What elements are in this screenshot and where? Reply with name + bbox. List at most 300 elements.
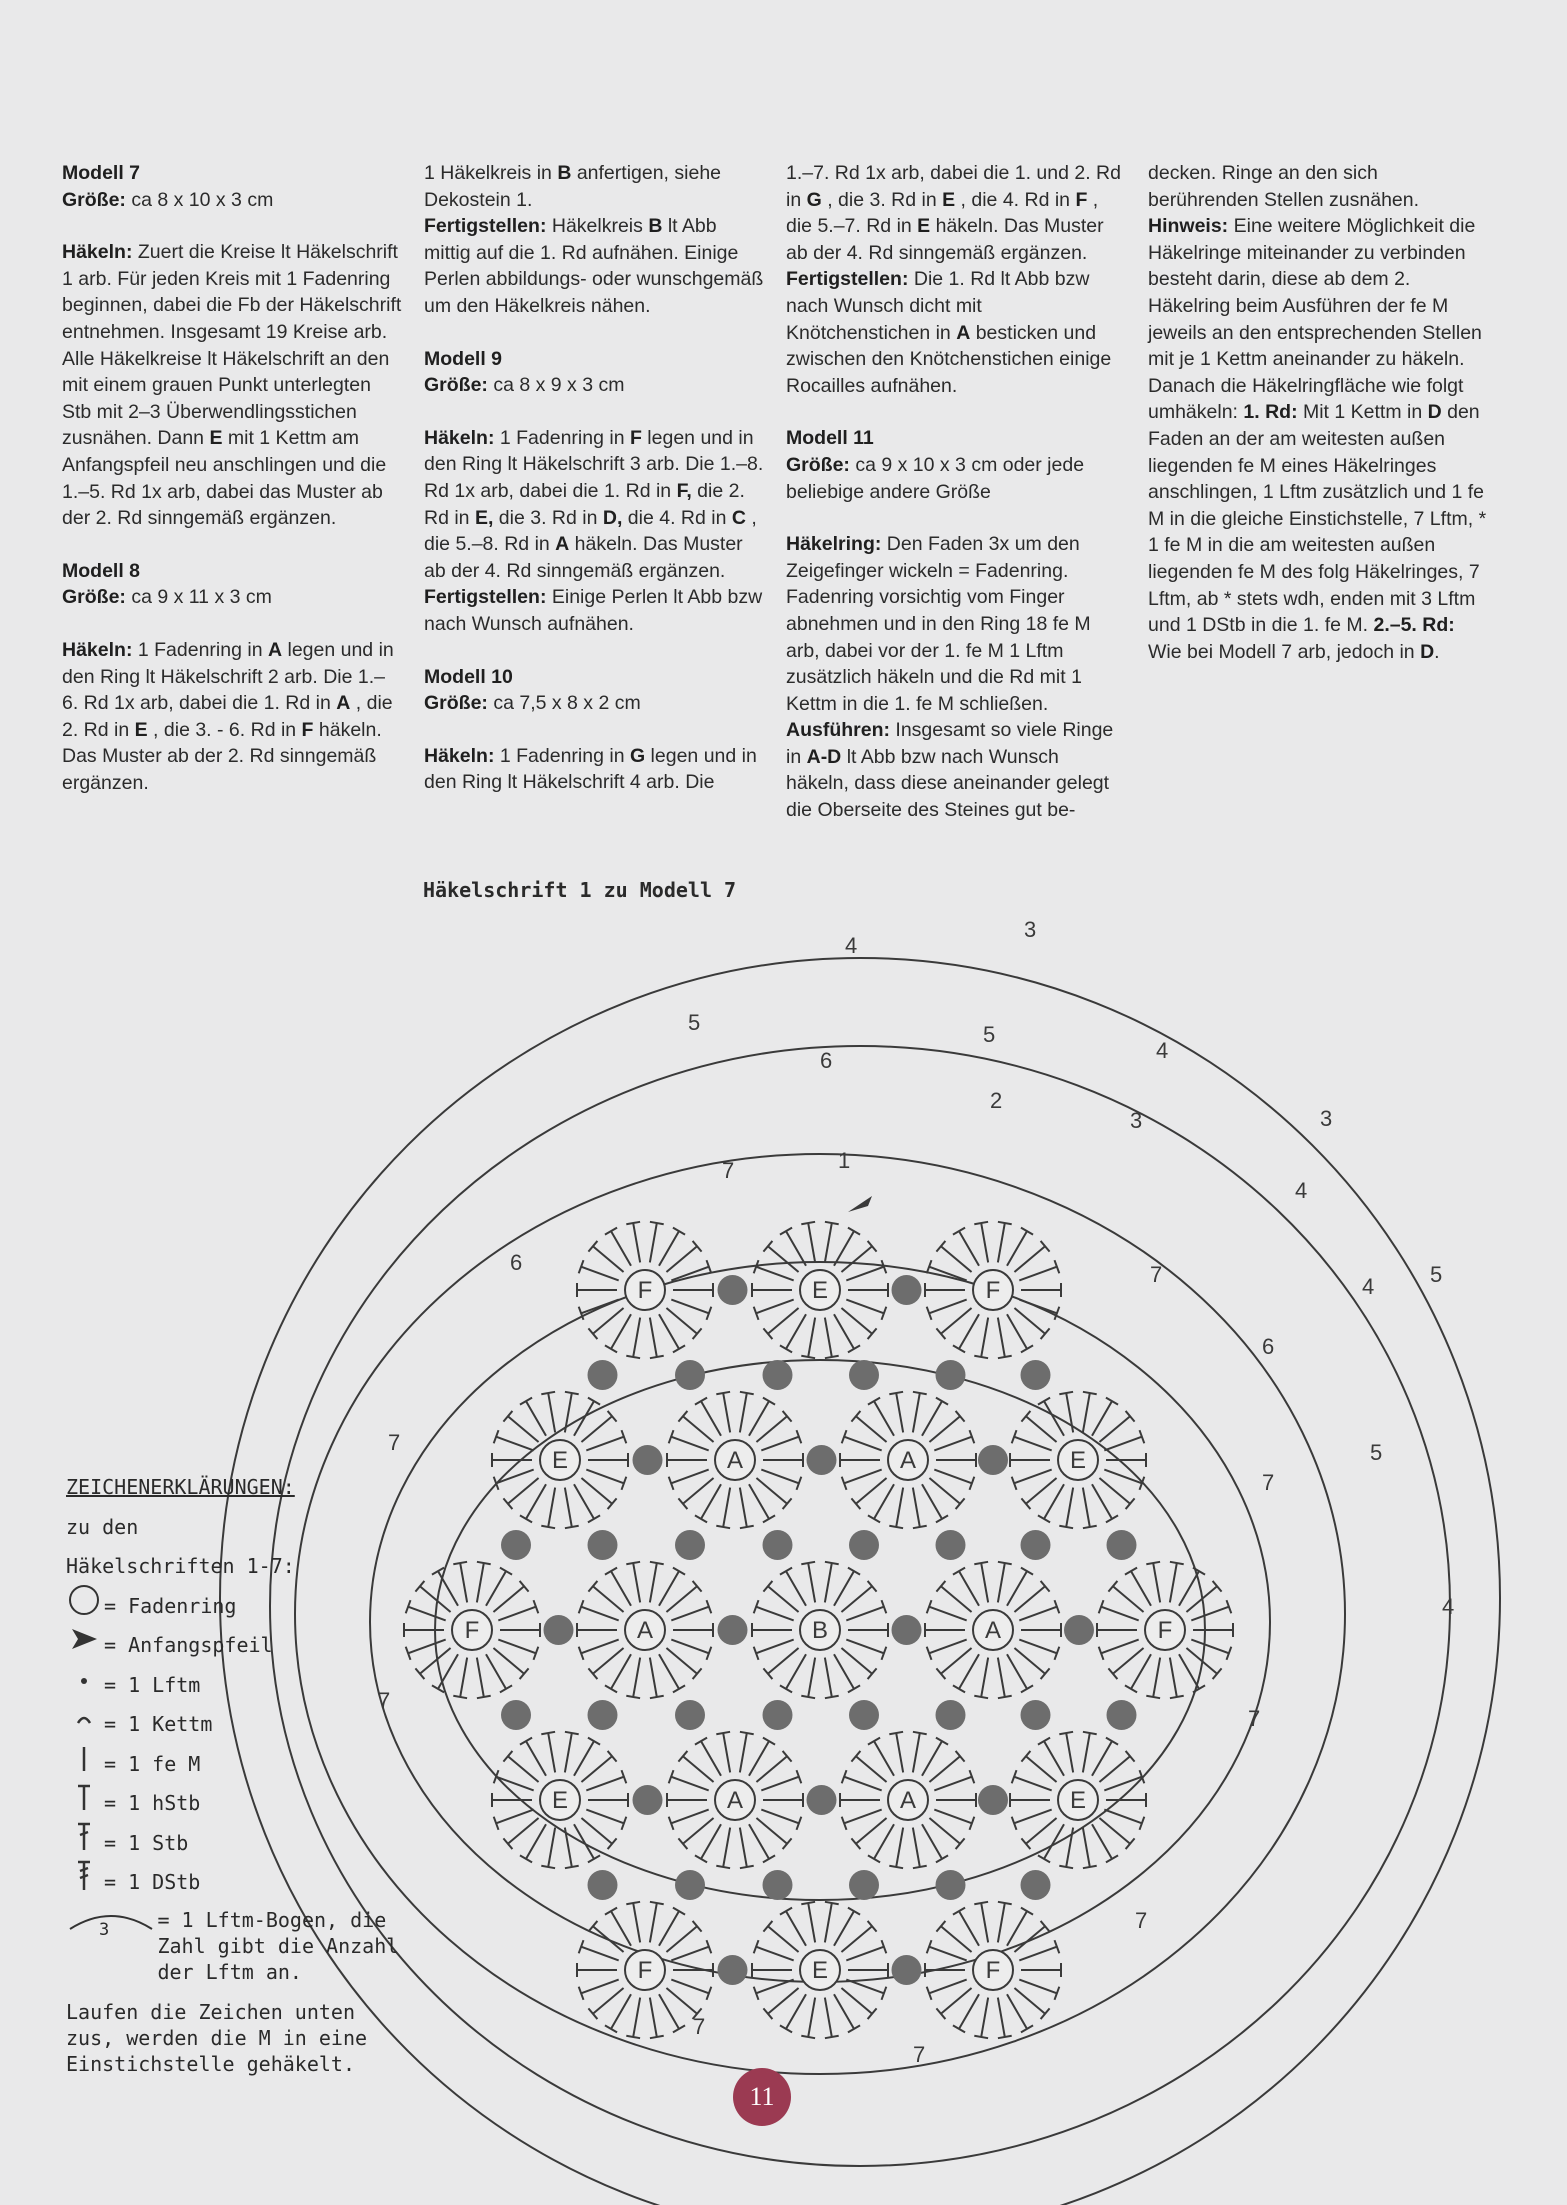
anfangspfeil-icon — [848, 1196, 872, 1212]
stitch-top — [974, 1222, 988, 1224]
stitch-stb — [959, 1994, 979, 2029]
stitch-top — [453, 1562, 467, 1564]
stitch-top — [541, 1392, 555, 1394]
diagram-title: Häkelschrift 1 zu Modell 7 — [423, 878, 737, 902]
stitch-stb — [740, 1733, 747, 1772]
stitch-stb — [671, 1810, 709, 1824]
text: , die 3. - 6. Rd in — [147, 718, 302, 741]
stitch-top — [780, 1345, 792, 1352]
stitch-stb — [1007, 1571, 1027, 1606]
label: 2.–5. Rd: — [1373, 614, 1455, 637]
stitch-stb — [666, 1648, 697, 1674]
joint-dot — [544, 1615, 574, 1645]
stitch-stb — [671, 1470, 709, 1484]
legend-item-text: = 1 Stb — [104, 1830, 189, 1855]
stitch-top — [1106, 1515, 1118, 1522]
stitch-stb — [1104, 1437, 1142, 1451]
joint-dot — [849, 1700, 879, 1730]
page-number: 11 — [733, 2068, 791, 2126]
stitch-top — [695, 1738, 707, 1745]
stitch-top — [541, 1866, 555, 1868]
stitch-stb — [959, 1654, 979, 1689]
stitch-top — [1106, 1855, 1118, 1862]
stitch-top — [998, 1356, 1012, 1358]
stitch-top — [801, 2036, 815, 2038]
stitch-stb — [508, 1818, 539, 1844]
stitch-stb — [768, 1308, 799, 1334]
stitch-stb — [913, 1733, 920, 1772]
round-number: 4 — [845, 933, 858, 958]
stitch-stb — [959, 1571, 979, 1606]
stitch-stb — [493, 1586, 524, 1612]
stitch-stb — [659, 1654, 679, 1689]
stitch-stb — [941, 1246, 972, 1272]
stitch-stb — [1014, 1926, 1045, 1952]
legend-item-text: = 1 DStb — [104, 1870, 201, 1894]
stitch-stb — [1066, 1828, 1073, 1867]
round-number: 7 — [378, 1688, 391, 1713]
stitch-stb — [941, 1988, 972, 2014]
stitch-stb — [959, 1231, 979, 1266]
text: , die 5.–7. Rd in — [786, 188, 1099, 238]
stitch-stb — [1014, 1988, 1045, 2014]
stitch-top — [1170, 1696, 1184, 1698]
legend-item — [66, 1784, 406, 1824]
stitch-stb — [633, 1318, 640, 1357]
stitch-stb — [929, 1640, 967, 1654]
stitch-top — [868, 1515, 880, 1522]
stitch-stb — [841, 1648, 872, 1674]
stitch-top — [740, 1392, 754, 1394]
label: Größe: — [786, 453, 850, 476]
stitch-top — [626, 2036, 640, 2038]
stitch-stb — [548, 1393, 555, 1432]
stitch-top — [953, 2025, 965, 2032]
stitch-stb — [508, 1478, 539, 1504]
stitch-top — [1170, 1562, 1184, 1564]
stitch-top — [780, 1908, 792, 1915]
stitch-stb — [1170, 1563, 1177, 1602]
stitch-top — [695, 1855, 707, 1862]
legend-item-text: = 1 hStb — [104, 1791, 201, 1815]
text: ca 8 x 9 x 3 cm — [487, 374, 625, 397]
stitch-stb — [846, 1980, 884, 1994]
stitch-stb — [460, 1658, 467, 1697]
stitch-top — [520, 1398, 532, 1405]
stitch-top — [588, 1398, 600, 1405]
stitch-stb — [593, 1308, 624, 1334]
stitch-stb — [841, 1586, 872, 1612]
stitch-stb — [913, 1488, 920, 1527]
stitch-stb — [574, 1401, 594, 1436]
stitch-stb — [808, 1998, 815, 2037]
round-number: 7 — [1262, 1470, 1275, 1495]
stitch-stb — [1179, 1571, 1199, 1606]
round-number: 4 — [1295, 1178, 1308, 1203]
label: F, — [676, 479, 692, 502]
stitch-top — [913, 1866, 927, 1868]
stitch-stb — [981, 1318, 988, 1357]
joint-dot — [588, 1870, 618, 1900]
stitch-stb — [723, 1828, 730, 1867]
legend-item-text: = 1 Kettm — [104, 1712, 213, 1736]
label: Häkeln: — [62, 241, 133, 264]
text: 1 Fadenring in — [494, 426, 630, 449]
stitch-stb — [834, 1911, 854, 1946]
stitch-stb — [659, 1994, 679, 2029]
stitch-stb — [1019, 1640, 1057, 1654]
stitch-stb — [1104, 1810, 1142, 1824]
stitch-stb — [808, 1318, 815, 1357]
stitch-stb — [1019, 1607, 1057, 1621]
stitch-top — [913, 1526, 927, 1528]
stitch-stb — [1014, 1470, 1052, 1484]
stitch-stb — [611, 1571, 631, 1606]
stitch-top — [848, 1345, 860, 1352]
label: Häkeln: — [62, 638, 133, 661]
round-number: 7 — [388, 1430, 401, 1455]
stitch-top — [605, 1568, 617, 1575]
stitch-stb — [593, 1988, 624, 2014]
stitch-stb — [581, 1478, 612, 1504]
joint-dot — [892, 1275, 922, 1305]
stitch-top — [605, 1685, 617, 1692]
bogen-number: 3 — [99, 1919, 110, 1940]
stitch-stb — [633, 1223, 640, 1262]
stitch-stb — [565, 1733, 572, 1772]
stitch-stb — [581, 1756, 612, 1782]
dstb-icon — [66, 1859, 102, 1907]
stitch-stb — [701, 1401, 721, 1436]
stitch-stb — [1014, 1777, 1052, 1791]
joint-dot — [501, 1700, 531, 1730]
stitch-stb — [666, 1926, 697, 1952]
stitch-top — [825, 1356, 839, 1358]
stitch-top — [650, 1222, 664, 1224]
stitch-top — [626, 1696, 640, 1698]
stitch-stb — [786, 1911, 806, 1946]
stitch-stb — [756, 1300, 794, 1314]
stitch-stb — [929, 1947, 967, 1961]
stitch-stb — [1191, 1607, 1229, 1621]
stitch-stb — [1179, 1654, 1199, 1689]
stitch-top — [588, 1515, 600, 1522]
label: B — [648, 215, 663, 238]
legend-item — [66, 1626, 406, 1666]
joint-dot — [675, 1700, 705, 1730]
label: Häkeln: — [424, 426, 495, 449]
stitch-stb — [1007, 1654, 1027, 1689]
joint-dot — [849, 1360, 879, 1390]
stitch-top — [868, 1738, 880, 1745]
joint-dot — [1021, 1360, 1051, 1390]
ring-label: F — [985, 1277, 1001, 1304]
stitch-stb — [586, 1470, 624, 1484]
text: Mit 1 Kettm in — [1297, 401, 1428, 424]
stitch-stb — [671, 1947, 709, 1961]
text: 1 Häkelkreis in — [424, 162, 558, 184]
label: Fertigstellen: — [424, 586, 547, 609]
text: häkeln. Das Muster ab der 4. Rd sinngemäß ergänzen. — [786, 215, 1104, 264]
stitch-stb — [922, 1401, 942, 1436]
text: Eine weitere Möglichkeit die Häkelringe miteinander zu verbinden besteht darin, diese ab dem 2. Häkelring beim Ausführen der fe M jeweils an den entsprechenden Stellen mit je 1 Kettm aneinander zu häkeln. — [1148, 215, 1482, 371]
stitch-top — [432, 1568, 444, 1575]
round-number: 7 — [913, 2042, 926, 2067]
label: Größe: — [424, 692, 488, 715]
stitch-top — [605, 1345, 617, 1352]
stitch-top — [801, 1696, 815, 1698]
stitch-top — [848, 1908, 860, 1915]
stitch-top — [588, 1855, 600, 1862]
stitch-stb — [581, 1267, 619, 1281]
stitch-top — [716, 1526, 730, 1528]
stitch-stb — [922, 1741, 942, 1776]
label: C — [731, 506, 746, 529]
joint-dot — [675, 1870, 705, 1900]
stitch-stb — [834, 1571, 854, 1606]
stitch-top — [913, 1392, 927, 1394]
legend-item — [66, 1587, 406, 1627]
modell-9-heading: Modell 9 — [424, 347, 503, 370]
stitch-top — [953, 1685, 965, 1692]
stitch-stb — [650, 1903, 657, 1942]
text: besticken und zwischen den Knötchenstichen einige Rocailles aufnähen. — [786, 321, 1112, 397]
joint-dot — [501, 1530, 531, 1560]
stitch-stb — [1014, 1308, 1045, 1334]
stitch-top — [716, 1392, 730, 1394]
round-number: 5 — [688, 1010, 701, 1035]
stitch-stb — [1066, 1393, 1073, 1432]
stitch-stb — [508, 1756, 539, 1782]
ring-label: A — [726, 1787, 744, 1814]
round-number: 7 — [1135, 1908, 1148, 1933]
stitch-stb — [1092, 1741, 1112, 1776]
stitch-stb — [496, 1777, 534, 1791]
stitch-stb — [1026, 1416, 1057, 1442]
stitch-stb — [1083, 1828, 1090, 1867]
round-arc — [220, 958, 1500, 2205]
stitch-top — [780, 2025, 792, 2032]
text: Danach die Häkelringfläche wie folgt umhäkeln: — [1148, 374, 1464, 424]
joint-dot — [1021, 1870, 1051, 1900]
stitch-stb — [841, 1926, 872, 1952]
stitch-top — [1059, 1526, 1073, 1528]
stitch-stb — [1026, 1818, 1057, 1844]
stitch-top — [780, 1228, 792, 1235]
joint-dot — [1064, 1615, 1094, 1645]
label: G — [629, 744, 646, 767]
stitch-stb — [825, 1318, 832, 1357]
stitch-stb — [1044, 1484, 1064, 1519]
stitch-stb — [611, 1994, 631, 2029]
stitch-top — [763, 1855, 775, 1862]
stitch-stb — [846, 1607, 884, 1621]
stitch-top — [565, 1392, 579, 1394]
stitch-stb — [671, 1777, 709, 1791]
stitch-stb — [723, 1488, 730, 1527]
stitch-stb — [981, 1903, 988, 1942]
stitch-stb — [825, 1563, 832, 1602]
stitch-top — [848, 1685, 860, 1692]
text: Zuert die Kreise lt Häkelschrift 1 arb. Für jeden Kreis mit 1 Fadenring beginnen, dabei die Fb der Häkelschrift entnehmen. Insgesamt 19 Kreise arb. Alle Häkelkreise lt Häkelschrift an den mit einem grauen Punkt unterlegten Stb mit 2–3 Überwendlingsstichen zusnähen. Dann — [62, 241, 402, 450]
stitch-top — [1059, 1392, 1073, 1394]
stitch-stb — [922, 1484, 942, 1519]
legend-item — [66, 1745, 406, 1785]
stitch-top — [801, 1562, 815, 1564]
stitch-stb — [786, 1231, 806, 1266]
joint-dot — [633, 1445, 663, 1475]
round-number: 5 — [1430, 1262, 1443, 1287]
stitch-stb — [701, 1824, 721, 1859]
joint-dot — [588, 1700, 618, 1730]
stitch-top — [1038, 1738, 1050, 1745]
stitch-stb — [701, 1741, 721, 1776]
stitch-stb — [981, 1563, 988, 1602]
stitch-top — [673, 1685, 685, 1692]
stitch-stb — [874, 1401, 894, 1436]
stitch-top — [825, 2036, 839, 2038]
ring-label: E — [551, 1447, 569, 1474]
stitch-stb — [565, 1488, 572, 1527]
stitch-top — [1059, 1866, 1073, 1868]
joint-dot — [763, 1700, 793, 1730]
stitch-stb — [650, 1563, 657, 1602]
round-number: 3 — [1320, 1106, 1333, 1131]
text: die 4. Rd in — [622, 506, 732, 529]
stitch-stb — [841, 1246, 872, 1272]
label: Fertigstellen: — [424, 215, 547, 238]
stitch-stb — [786, 1314, 806, 1349]
stitch-top — [889, 1526, 903, 1528]
joint-dot — [1107, 1530, 1137, 1560]
stitch-top — [650, 1902, 664, 1904]
stitch-top — [541, 1732, 555, 1734]
label: A — [555, 533, 570, 556]
label: Größe: — [424, 374, 488, 397]
stitch-top — [998, 1222, 1012, 1224]
round-number: 5 — [983, 1022, 996, 1047]
stitch-stb — [1083, 1733, 1090, 1772]
stitch-stb — [581, 1640, 619, 1654]
stitch-top — [1059, 1732, 1073, 1734]
joint-dot — [936, 1530, 966, 1560]
label: B — [557, 162, 572, 184]
stitch-stb — [548, 1733, 555, 1772]
joint-dot — [936, 1700, 966, 1730]
stitch-stb — [756, 1980, 794, 1994]
stitch-stb — [941, 1648, 972, 1674]
stitch-top — [650, 1562, 664, 1564]
label: E — [942, 188, 956, 211]
text: ca 9 x 10 x 3 cm oder jede beliebige andere Größe — [786, 453, 1085, 503]
stitch-stb — [841, 1308, 872, 1334]
legend — [66, 1468, 406, 2077]
stitch-stb — [1083, 1393, 1090, 1432]
stitch-top — [868, 1855, 880, 1862]
legend-item-text: = Anfangspfeil — [104, 1633, 273, 1657]
stitch-stb — [856, 1416, 887, 1442]
stitch-stb — [768, 1586, 799, 1612]
stitch-stb — [574, 1824, 594, 1859]
label: F — [629, 426, 642, 449]
stitch-stb — [808, 1658, 815, 1697]
stitch-stb — [998, 1903, 1005, 1942]
legend-note: Laufen die Zeichen unten zus, werden die M in eine Einstichstelle gehäkelt. — [66, 1999, 368, 2076]
label: F — [1075, 188, 1088, 211]
text: , die 2. Rd in — [62, 692, 393, 741]
stitch-stb — [825, 1223, 832, 1262]
stitch-stb — [671, 1640, 709, 1654]
stitch-stb — [586, 1810, 624, 1824]
stitch-stb — [756, 1640, 794, 1654]
stitch-stb — [1007, 1994, 1027, 2029]
stitch-stb — [913, 1393, 920, 1432]
stitch-top — [1083, 1392, 1097, 1394]
modell-11-heading: Modell 11 — [786, 427, 874, 450]
stitch-stb — [929, 1416, 960, 1442]
stitch-stb — [756, 1478, 787, 1504]
stitch-stb — [756, 1607, 794, 1621]
legend-item-text: = 1 fe M — [104, 1751, 201, 1776]
stitch-top — [740, 1526, 754, 1528]
stitch-top — [626, 1222, 640, 1224]
stitch-stb — [586, 1777, 624, 1791]
stitch-stb — [1066, 1733, 1073, 1772]
stitch-stb — [493, 1648, 524, 1674]
stitch-top — [1146, 1696, 1160, 1698]
stitch-stb — [761, 1777, 799, 1791]
stitch-stb — [671, 1607, 709, 1621]
stitch-top — [825, 1696, 839, 1698]
stitch-stb — [856, 1818, 887, 1844]
text: Die 1. Rd lt Abb bzw nach Wunsch dicht mit Knötchenstichen in — [786, 268, 1090, 344]
text: anfertigen, siehe Dekostein 1. — [424, 162, 722, 211]
stitch-top — [889, 1732, 903, 1734]
legend-item-text: = Fadenring — [104, 1593, 237, 1618]
stitch-stb — [581, 1980, 619, 1994]
stitch-stb — [929, 1300, 967, 1314]
stitch-stb — [896, 1488, 903, 1527]
ring-label: E — [811, 1277, 829, 1304]
stitch-stb — [929, 1980, 967, 1994]
stitch-stb — [1113, 1648, 1144, 1674]
stitch-stb — [929, 1478, 960, 1504]
stitch-top — [998, 1696, 1012, 1698]
stitch-top — [936, 1855, 948, 1862]
label: D — [1427, 401, 1442, 424]
stitch-stb — [1101, 1640, 1139, 1654]
stitch-stb — [1083, 1488, 1090, 1527]
joint-dot — [807, 1785, 837, 1815]
stitch-top — [1106, 1398, 1118, 1405]
stitch-stb — [1099, 1478, 1130, 1504]
text: 1 Fadenring in — [494, 744, 630, 767]
stitch-stb — [934, 1810, 972, 1824]
stitch-stb — [1014, 1586, 1045, 1612]
text: Insgesamt so viele Ringe in — [786, 719, 1114, 768]
round-number: 7 — [693, 2014, 706, 2039]
round-number: 4 — [1156, 1038, 1169, 1063]
label: E — [134, 718, 148, 741]
ring-label: F — [1157, 1617, 1173, 1644]
stitch-stb — [896, 1828, 903, 1867]
legend-items — [66, 1587, 406, 1903]
stitch-stb — [671, 1437, 709, 1451]
text: , die 3. Rd in — [821, 188, 943, 211]
stitch-stb — [998, 1223, 1005, 1262]
text: lt Abb mittig auf die 1. Rd aufnähen. Einige Perlen abbildungs- oder wunschgemäß um den Häkelkreis nähen. — [424, 215, 764, 317]
ring-label: F — [637, 1957, 653, 1984]
